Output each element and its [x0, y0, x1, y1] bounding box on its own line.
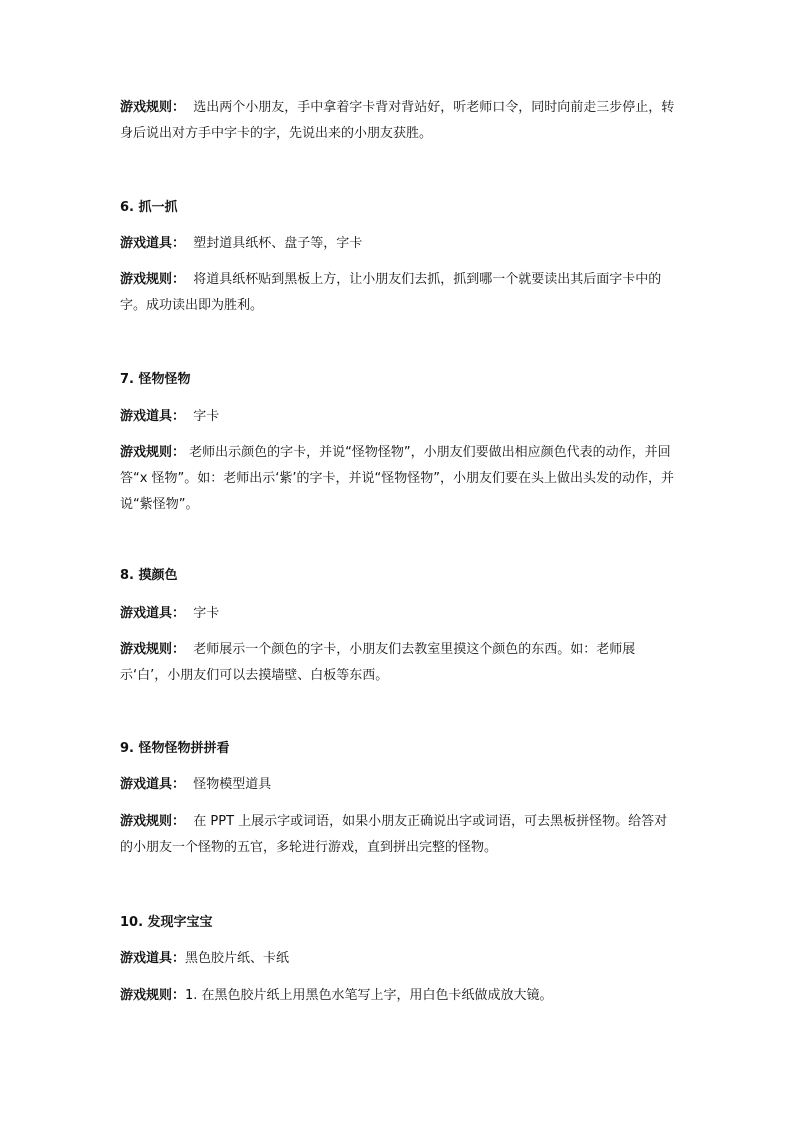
rules-label: 游戏规则：	[120, 814, 186, 829]
props-label: 游戏道具：	[120, 606, 186, 621]
rules-label: 游戏规则：	[120, 988, 186, 1003]
game-title-6: 6. 抓一抓	[120, 200, 178, 215]
rules-text: 1. 在黑色胶片纸上用黑色水笔写上字，用白色卡纸做成放大镜。	[185, 988, 553, 1003]
props-text: 塑封道具纸杯、盘子等，字卡	[193, 236, 363, 251]
props-label: 游戏道具：	[120, 409, 186, 424]
game-props-9	[120, 772, 680, 798]
props-label: 游戏道具：	[120, 236, 186, 251]
props-label: 游戏道具：	[120, 951, 186, 966]
rules-text: 老师展示一个颜色的字卡，小朋友们去教室里摸这个颜色的东西。如：老师展示‘白’，小朋友们可以去摸墙壁、白板等东西。	[120, 642, 636, 683]
game-title-9: 9. 怪物怪物拼拼看	[120, 741, 230, 756]
rules-text: 在 PPT 上展示字或词语，如果小朋友正确说出字或词语，可去黑板拼怪物。给答对的小朋友一个怪物的五官，多轮进行游戏，直到拼出完整的怪物。	[120, 814, 668, 855]
rules-label: 游戏规则：	[120, 642, 186, 657]
props-text: 黑色胶片纸、卡纸	[185, 951, 290, 966]
game-title-7: 7. 怪物怪物	[120, 372, 191, 387]
props-text: 字卡	[193, 409, 220, 424]
props-label: 游戏道具：	[120, 777, 186, 792]
rules-text: 老师出示颜色的字卡，并说“怪物怪物”，小朋友们要做出相应颜色代表的动作，并回答“x 怪物”。如：老师出示‘紫’的字卡，并说“怪物怪物”，小朋友们要在头上做出头发的动作，并说“紫怪物”。	[120, 445, 675, 512]
game-title-8: 8. 摸颜色	[120, 568, 178, 583]
intro-rules	[120, 95, 676, 147]
game-rules-9	[120, 809, 676, 861]
game-props-10	[120, 946, 680, 972]
game-rules-8	[120, 637, 676, 689]
props-text: 怪物模型道具	[193, 777, 272, 792]
game-props-7	[120, 404, 680, 430]
game-props-8	[120, 601, 680, 627]
rules-label: 游戏规则：	[120, 445, 186, 460]
props-text: 字卡	[193, 606, 220, 621]
rules-label: 游戏规则：	[120, 272, 186, 287]
game-rules-7	[120, 440, 676, 518]
game-rules-10	[120, 983, 680, 1009]
rules-text: 将道具纸杯贴到黑板上方，让小朋友们去抓，抓到哪一个就要读出其后面字卡中的字。成功读出即为胜利。	[120, 272, 662, 313]
game-rules-6	[120, 267, 676, 319]
rules-label: 游戏规则：	[120, 100, 186, 115]
rules-text: 选出两个小朋友，手中拿着字卡背对背站好，听老师口令，同时向前走三步停止，转身后说出对方手中字卡的字，先说出来的小朋友获胜。	[120, 100, 675, 141]
game-props-6	[120, 231, 680, 257]
game-title-10: 10. 发现字宝宝	[120, 915, 213, 930]
